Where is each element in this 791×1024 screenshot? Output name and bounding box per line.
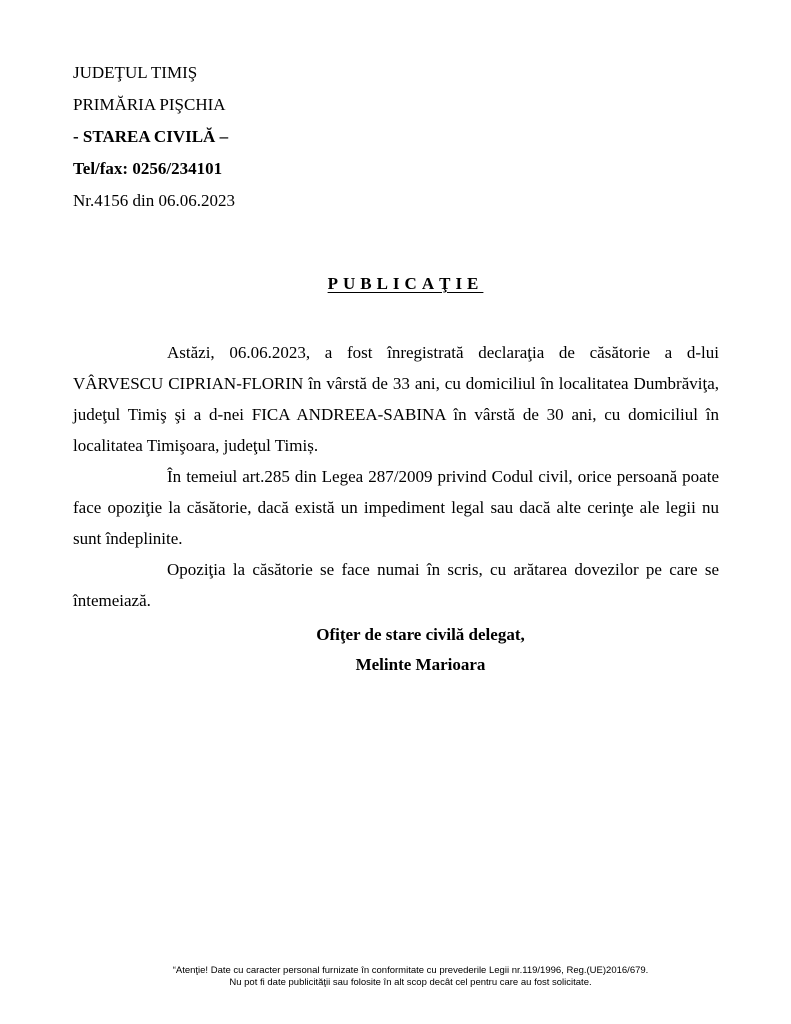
paragraph-opposition: Opoziţia la căsătorie se face numai în scris, cu arătarea dovezilor pe care se întemeiază.	[73, 560, 719, 610]
privacy-notice-line-1: “Atenţie! Date cu caracter personal furnizate în conformitate cu prevederile Legii nr.119/1996, Reg.(UE)2016/679.	[172, 965, 649, 976]
document-header	[73, 57, 235, 217]
document-title: PUBLICAŢIE	[327, 274, 484, 293]
department-name: - STAREA CIVILĂ –	[73, 127, 229, 146]
phone-fax: Tel/fax: 0256/234101	[73, 159, 223, 178]
document-body	[73, 337, 719, 616]
signature-block	[0, 620, 791, 680]
privacy-notice	[0, 965, 791, 989]
document-reference: Nr.4156 din 06.06.2023	[73, 191, 235, 210]
paragraph-legal-basis: În temeiul art.285 din Legea 287/2009 privind Codul civil, orice persoană poate face opoziţie la căsătorie, dacă există un impediment legal sau dacă alte cerinţe ale legii nu sunt îndeplinite.	[73, 467, 719, 548]
paragraph-declaration: Astăzi, 06.06.2023, a fost înregistrată declaraţia de căsătorie a d-lui VÂRVESCU CIPRIAN-FLORIN în vârstă de 33 ani, cu domiciliul în localitatea Dumbrăviţa, judeţul Timiş şi a d-nei FICA ANDREEA-SABINA în vârstă de 30 ani, cu domiciliul în localitatea Timişoara, judeţul Timiș.	[73, 343, 719, 455]
privacy-notice-line-2: Nu pot fi date publicităţii sau folosite în alt scop decât cel pentru care au fost solicitate.	[229, 977, 592, 988]
town-hall-name: PRIMĂRIA PIŞCHIA	[73, 95, 226, 114]
signature-role: Ofiţer de stare civilă delegat,	[316, 625, 525, 644]
signature-name: Melinte Marioara	[355, 655, 486, 674]
county-name: JUDEŢUL TIMIŞ	[73, 63, 198, 82]
